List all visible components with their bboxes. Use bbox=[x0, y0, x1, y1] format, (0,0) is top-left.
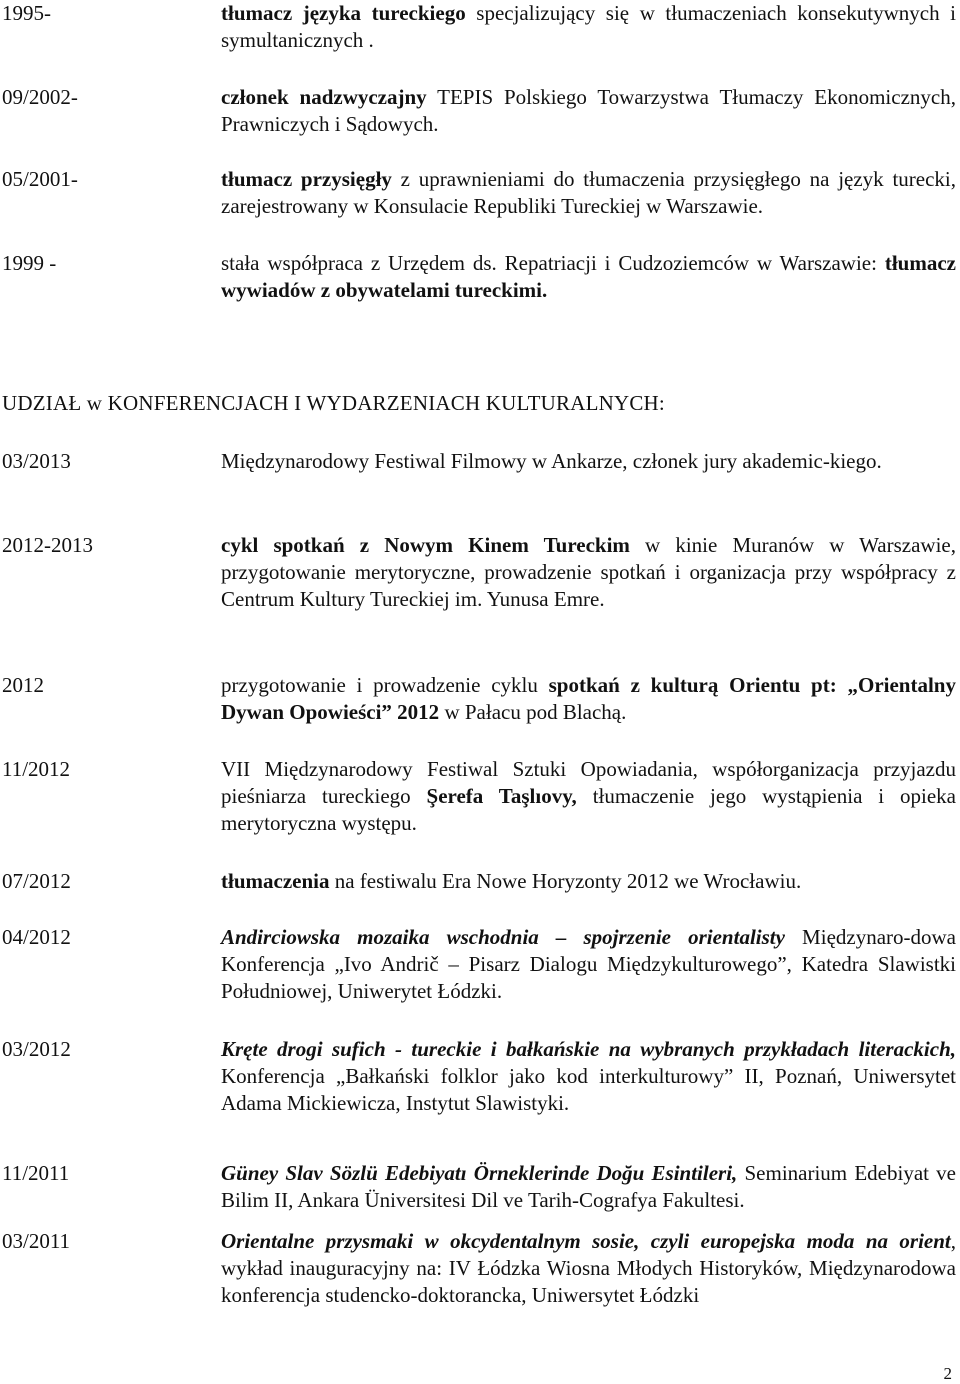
entry-text bbox=[221, 84, 956, 138]
entry-text bbox=[221, 0, 956, 54]
event-text bbox=[221, 672, 956, 726]
event-text bbox=[221, 1228, 956, 1309]
event-text-part: Międzynaro-dowa Konferencja „Ivo Andrič – Pisarz Dialogu Międzykulturowego”, Katedra Slawistki Południowej, Uniwerytet Łódzki. bbox=[221, 925, 957, 1003]
entry-text-part: tłumacz przysięgły bbox=[221, 167, 392, 191]
event-text-part: Kręte drogi sufich - tureckie i bałkańskie na wybranych przykładach literackich, bbox=[221, 1037, 956, 1061]
event-text bbox=[221, 924, 956, 1005]
event-text-part: Şerefa Taşlıovy, bbox=[426, 784, 577, 808]
entry-date: 1995- bbox=[2, 1, 51, 25]
event-text-part: przygotowanie i prowadzenie cyklu bbox=[221, 673, 549, 697]
entry-text-part: specjalizujący się w tłumaczeniach konsekutywnych i symultanicznych . bbox=[221, 1, 956, 52]
event-text-part: w Pałacu pod Blachą. bbox=[439, 700, 627, 724]
event-text-part: w kinie Muranów w Warszawie, przygotowanie merytoryczne, prowadzenie spotkań i organizacja przy współpracy z Centrum Kultury Tureckiej im. Yunusa Emre. bbox=[221, 533, 956, 611]
event-text-part: VII Międzynarodowy Festiwal Sztuki Opowiadania, współorganizacja przyjazdu pieśniarza tureckiego bbox=[221, 757, 956, 808]
event-text bbox=[221, 756, 956, 837]
section-title: UDZIAŁ w KONFERENCJACH I WYDARZENIACH KULTURALNYCH: bbox=[2, 391, 665, 415]
entry-text-part: z uprawnieniami do tłumaczenia przysięgłego na język turecki, zarejestrowany w Konsulacie Republiki Tureckiej w Warszawie. bbox=[221, 167, 956, 218]
event-text bbox=[221, 532, 956, 613]
event-text bbox=[221, 1036, 956, 1117]
event-text-part: , wykład inauguracyjny na: IV Łódzka Wiosna Młodych Historyków, Międzynarodowa konferencja studencko-doktorancka, Uniwersytet Łódzki bbox=[221, 1229, 956, 1307]
event-text-part: Konferencja „Bałkański folklor jako kod interkulturowy” II, Poznań, Uniwersytet Adama Mickiewicza, Instytut Slawistyki. bbox=[221, 1064, 956, 1115]
event-text-part: tłumaczenie jego wystąpienia i opieka merytoryczna występu. bbox=[221, 784, 956, 835]
event-date: 03/2012 bbox=[2, 1037, 71, 1061]
entry-text-part: stała współpraca z Urzędem ds. Repatriacji i Cudzoziemców w Warszawie: bbox=[221, 251, 885, 275]
event-date: 11/2011 bbox=[2, 1161, 70, 1185]
entry-text-part: tłumacz języka tureckiego bbox=[221, 1, 466, 25]
event-date: 11/2012 bbox=[2, 757, 71, 781]
entry-text-part: członek nadzwyczajny bbox=[221, 85, 427, 109]
event-date: 03/2011 bbox=[2, 1229, 71, 1253]
event-text bbox=[221, 1160, 956, 1214]
event-text-part: na festiwalu Era Nowe Horyzonty 2012 we Wrocławiu. bbox=[329, 869, 802, 893]
event-date: 2012-2013 bbox=[2, 533, 93, 557]
event-date: 04/2012 bbox=[2, 925, 71, 949]
page-number: 2 bbox=[943, 1364, 952, 1383]
entry-date: 1999 - bbox=[2, 251, 57, 275]
event-text-part: Güney Slav Sözlü Edebiyatı Örneklerinde Doğu Esintileri, bbox=[221, 1161, 738, 1185]
entry-date: 09/2002- bbox=[2, 85, 78, 109]
entry-date: 05/2001- bbox=[2, 167, 78, 191]
entry-text bbox=[221, 250, 956, 304]
entry-text-part: tłumacz wywiadów z obywatelami tureckimi. bbox=[221, 251, 956, 302]
entry-text-part: TEPIS Polskiego Towarzystwa Tłumaczy Ekonomicznych, Prawniczych i Sądowych. bbox=[221, 85, 956, 136]
event-date: 03/2013 bbox=[2, 449, 71, 473]
event-text-part: cykl spotkań z Nowym Kinem Tureckim bbox=[221, 533, 630, 557]
event-text-part: Seminarium Edebiyat ve Bilim II, Ankara Üniversitesi Dil ve Tarih-Cografya Fakultesi. bbox=[221, 1161, 956, 1212]
event-text bbox=[221, 448, 956, 475]
event-text-part: tłumaczenia bbox=[221, 869, 330, 893]
entry-text bbox=[221, 166, 956, 220]
event-text bbox=[221, 868, 956, 895]
event-text-part: Andirciowska mozaika wschodnia – spojrzenie orientalisty bbox=[221, 925, 785, 949]
event-text-part: spotkań z kulturą Orientu pt: „Orientalny Dywan Opowieści” 2012 bbox=[221, 673, 956, 724]
event-text-part: Międzynarodowy Festiwal Filmowy w Ankarze, członek jury akademic-kiego. bbox=[221, 449, 882, 473]
event-date: 2012 bbox=[2, 673, 44, 697]
event-text-part: Orientalne przysmaki w okcydentalnym sosie, czyli europejska moda na orient bbox=[221, 1229, 951, 1253]
event-date: 07/2012 bbox=[2, 869, 71, 893]
